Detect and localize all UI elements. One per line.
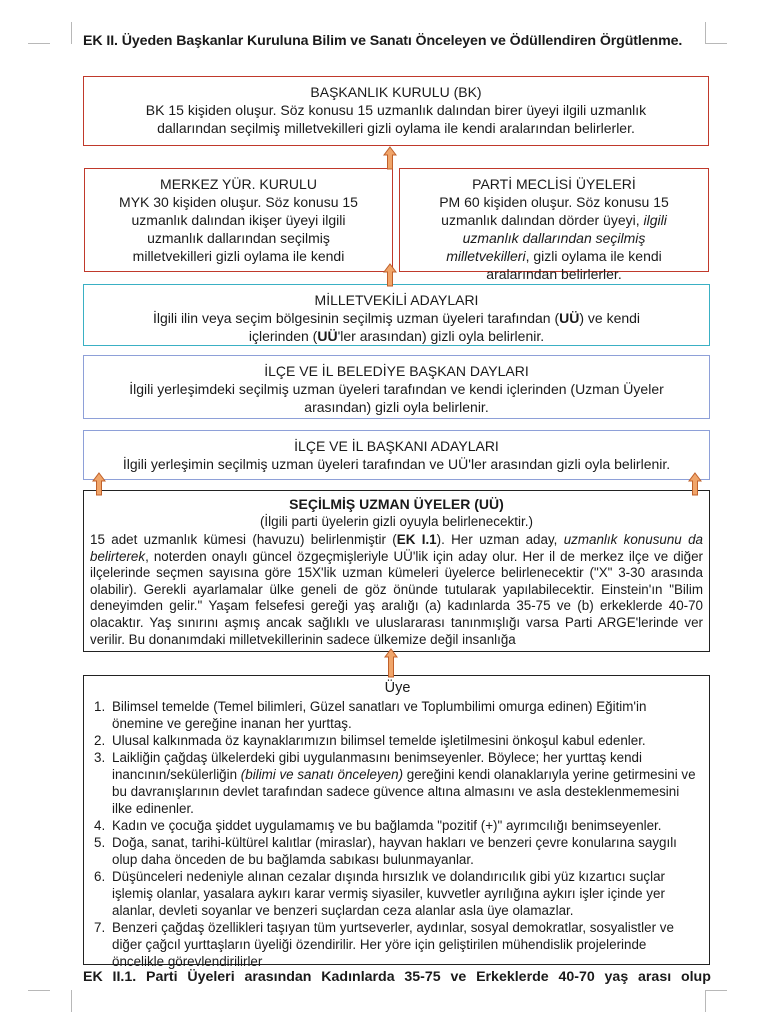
text-run: gereğini kendi olanaklarıyla yerine getirmesini ve bu davranışlarının devlet tarafından sadece güvence altına almasını ve asla desteklenmemesini ilke edinenler. [112,767,696,816]
il-ilce-baskani-adaylari-box [83,430,710,480]
text-run: İlgili ilin veya seçim bölgesinin seçilmiş uzman üyeleri tarafından ( [152,310,560,326]
footer-word: ve [450,969,467,985]
box-line [410,247,698,265]
text-run: Laikliğin çağdaş ülkelerdeki gibi uygulanmasını benimseyenler. Böylece; her yurttaş kendi inancının/sekülerliğin [112,750,642,782]
list-number: 7. [94,920,106,935]
footer-word: EK [83,969,103,985]
box-line: İlgili yerleşimin seçilmiş uzman üyeleri tarafından ve UÜ'ler arasından gizli oyla belirlenir. [122,456,671,472]
box-line [84,327,709,345]
list-item [94,732,701,749]
text-run: 15 adet uzmanlık kümesi (havuzu) belirlenmiştir ( [90,532,397,547]
text-run: uzmanlık dalından dörder üyeyi, [441,212,644,228]
list-number: 4. [94,818,106,833]
footer-word: Parti [145,969,178,985]
uye-criteria-list [94,698,701,970]
list-item [94,698,701,732]
list-text: Kadın ve çocuğa şiddet uygulamamış ve bu bağlamda "pozitif (+)" ayrımcılığı benimseyenler. [112,818,662,833]
list-text: Ulusal kalkınmada öz kaynaklarımızın bilimsel temelde işletilmesini önkoşul kabul edenler. [112,733,646,748]
box-line: PM 60 kişiden oluşur. Söz konusu 15 [439,194,669,210]
crop-mark [28,43,50,65]
box-line: BK 15 kişiden oluşur. Söz konusu 15 uzmanlık dalından birer üyeyi ilgili uzmanlık [145,102,647,118]
parti-meclisi-box [399,168,709,282]
list-number: 3. [94,750,106,765]
box-line: uzmanlık dallarından seçilmiş [462,230,646,246]
text-run-bold: EK I.1 [396,532,437,547]
footer-word: Kadınlarda [321,969,395,985]
box-line: uzmanlık dalından ikişer üyeyi ilgili [131,212,346,228]
belediye-baskan-adaylari-box [83,355,710,419]
list-item [94,749,701,817]
page-heading: EK II. Üyeden Başkanlar Kuruluna Bilim ve Sanatı Önceleyen ve Ödüllendiren Örgütlenme. [83,33,683,49]
crop-mark [705,990,727,1012]
up-arrow-icon [383,146,397,170]
crop-mark [705,990,727,991]
list-text: Düşünceleri nedeniyle alınan cezalar dışında hırsızlık ve dolandırıcılık gibi yüz kızartıcı suçlar işlemiş olanlar, yasalara aykırı karar vermiş siyasiler, kuvvetler ayrılığına aykırı işler içinde yer alanlar, devleti soyanlar ve benzeri suçlardan ceza alanlar asla üye olamazlar. [112,869,665,918]
text-run: ). Her uzman aday, [436,532,564,547]
footer-word: 35-75 [404,969,441,985]
box-line: aralarından belirlerler. [486,266,622,282]
list-number: 5. [94,835,106,850]
up-arrow-icon [92,472,106,496]
list-number: 6. [94,869,106,884]
box-title: MERKEZ YÜR. KURULU [160,176,317,192]
text-run: 'ler arasından) gizli oyla belirlenir. [337,328,545,344]
footer-word: arasından [244,969,312,985]
text-run-bold: UÜ [317,328,338,344]
text-run: , noterden onaylı güncel özgeçmişleriyle UÜ'lik için aday olur. Her il de merkez ilçe ve diğer ilçelerinde seçmen sayısına göre 15X'lik uzman kümeleri üyelerce belirlenecektir ("X" 3-30 arasında olabilir). Gerekli ayarlamalar ülke geneli de göz önünde tutularak yapılabilecektir. Einstein'ın "Bilim deneyimden gelir." Yaşam felsefesi gereği yaş aralığı (a) kadınlarda 35-75 ve (b) erkeklerde 40-70 olacaktır. Yaş sınırını aşmış ancak sağlıklı ve uluslararası tanınmışlığı varsa Parti ARGE'lerinde ver verilir. Bu donanımdaki milletvekillerinin sadece ülkemize değil insanlığa [90,548,703,647]
box-line: arasından) gizli oyla belirlenir. [304,399,489,415]
text-run-italic: uzmanlık konusunu da belirterek [90,532,703,564]
box-line: milletvekilleri gizli oylama ile kendi [132,248,345,264]
footer-word: Erkeklerde [476,969,549,985]
list-item [94,868,701,919]
footer-word: II.1. [112,969,137,985]
footer-word: arası [638,969,672,985]
text-run: ) ve kendi [579,310,641,326]
up-arrow-icon [384,648,398,678]
up-arrow-icon [383,263,397,287]
list-text: Doğa, sanat, tarihi-kültürel kalıtlar (miraslar), hayvan hakları ve benzeri çevre konularına saygılı olup daha önceden de bu bağlamda sabıkası bulunmayanlar. [112,835,677,867]
list-item [94,919,701,970]
box-line: uzmanlık dallarından seçilmiş [147,230,330,246]
box-line [84,309,709,327]
text-run-italic: milletvekilleri [446,248,526,264]
list-item [94,817,701,834]
footer-word: yaş [604,969,629,985]
text-run: , gizli oylama ile kendi [525,248,662,264]
secilmis-uzman-uyeler-box [83,490,710,652]
crop-mark [50,990,72,1012]
crop-mark [28,990,50,991]
list-text: Benzeri çağdaş özellikleri taşıyan tüm yurtseverler, aydınlar, sosyal demokratlar, sosyalistler ve diğer çağcıl yurttaşların üyeliği özendirilir. Her yöre için geliştirilen mühendislik projelerinde öncelikle görevlendirilirler [112,920,674,969]
page-footer-line [83,969,711,985]
box-title: İLÇE VE İL BELEDİYE BAŞKAN DAYLARI [264,363,529,379]
up-arrow-icon [688,472,702,496]
merkez-yurutme-kurulu-box [84,168,393,272]
box-title: MİLLETVEKİLİ ADAYLARI [314,292,479,308]
box-line: İlgili yerleşimdeki seçilmiş uzman üyeleri tarafından ve kendi içlerinden (Uzman Üyeler [129,381,664,397]
footer-word: Üyeleri [187,969,235,985]
list-number: 1. [94,699,106,714]
list-text [112,749,701,817]
baskanlik-kurulu-box [83,76,709,146]
crop-mark [50,22,72,44]
box-title: PARTİ MECLİSİ ÜYELERİ [472,176,636,192]
box-subtitle: (İlgili parti üyelerin gizli oyuyla belirlenecektir.) [259,514,534,529]
list-text: Bilimsel temelde (Temel bilimleri, Güzel sanatları ve Toplumbilimi omurga edinen) Eğitim'in önemine ve gereğine inanan her yurttaş. [112,699,647,731]
text-run-italic: ilgili [643,212,667,228]
text-run-bold: UÜ [559,310,580,326]
box-title: BAŞKANLIK KURULU (BK) [310,84,482,100]
box-line: dallarından seçilmiş milletvekilleri gizli oylama ile kendi aralarından belirlerler. [157,120,635,136]
box-line: MYK 30 kişiden oluşur. Söz konusu 15 [119,194,358,210]
list-item [94,834,701,868]
list-number: 2. [94,733,106,748]
box-line [410,211,698,229]
footer-word: 40-70 [558,969,595,985]
text-run: içlerinden ( [248,328,318,344]
milletvekili-adaylari-box [83,284,710,346]
box-title: İLÇE VE İL BAŞKANI ADAYLARI [294,438,499,454]
footer-word: olup [680,969,711,985]
box-title: Üye [384,680,411,696]
box-paragraph [90,532,703,648]
text-run-italic: (bilimi ve sanatı önceleyen) [240,767,404,782]
box-title: SEÇİLMİŞ UZMAN ÜYELER (UÜ) [289,496,504,512]
uye-box [83,675,710,969]
